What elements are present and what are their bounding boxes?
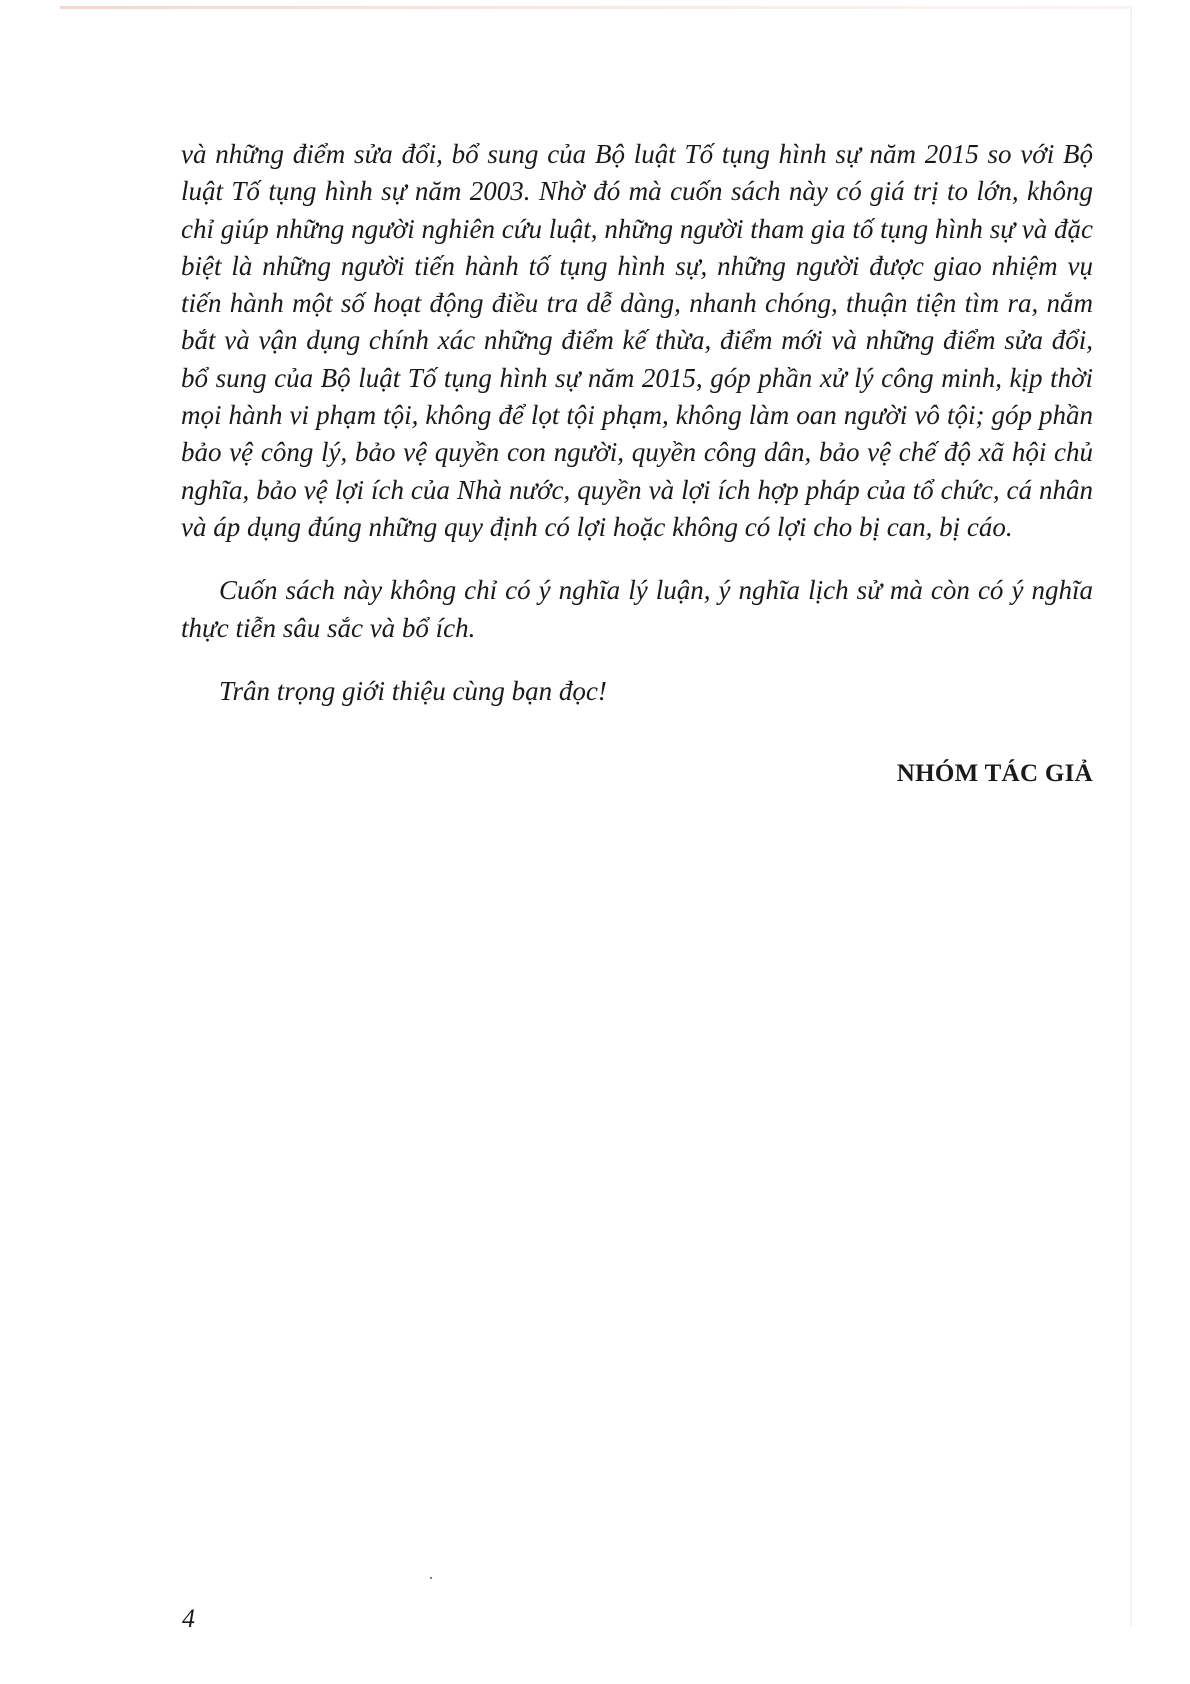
page-number: 4 bbox=[182, 1604, 195, 1633]
scan-speck bbox=[430, 1577, 432, 1579]
page-content bbox=[181, 136, 1093, 788]
body-paragraph-continuation: và những điểm sửa đổi, bổ sung của Bộ luật Tố tụng hình sự năm 2015 so với Bộ luật Tố tụng hình sự năm 2003. Nhờ đó mà cuốn sách này có giá trị to lớn, không chỉ giúp những người nghiên cứu luật, những người tham gia tố tụng hình sự và đặc biệt là những người tiến hành tố tụng hình sự, những người được giao nhiệm vụ tiến hành một số hoạt động điều tra dễ dàng, nhanh chóng, thuận tiện tìm ra, nắm bắt và vận dụng chính xác những điểm kế thừa, điểm mới và những điểm sửa đổi, bổ sung của Bộ luật Tố tụng hình sự năm 2015, góp phần xử lý công minh, kịp thời mọi hành vi phạm tội, không để lọt tội phạm, không làm oan người vô tội; góp phần bảo vệ công lý, bảo vệ quyền con người, quyền công dân, bảo vệ chế độ xã hội chủ nghĩa, bảo vệ lợi ích của Nhà nước, quyền và lợi ích hợp pháp của tổ chức, cá nhân và áp dụng đúng những quy định có lợi hoặc không có lợi cho bị can, bị cáo. bbox=[181, 139, 1093, 542]
scan-edge-top bbox=[60, 6, 1130, 9]
body-paragraph-closing: Trân trọng giới thiệu cùng bạn đọc! bbox=[219, 675, 607, 706]
author-signature: NHÓM TÁC GIẢ bbox=[896, 760, 1093, 788]
body-paragraph-significance: Cuốn sách này không chỉ có ý nghĩa lý luận, ý nghĩa lịch sử mà còn có ý nghĩa thực tiễn sâu sắc và bổ ích. bbox=[181, 575, 1093, 643]
scan-edge-right bbox=[1130, 6, 1132, 1626]
